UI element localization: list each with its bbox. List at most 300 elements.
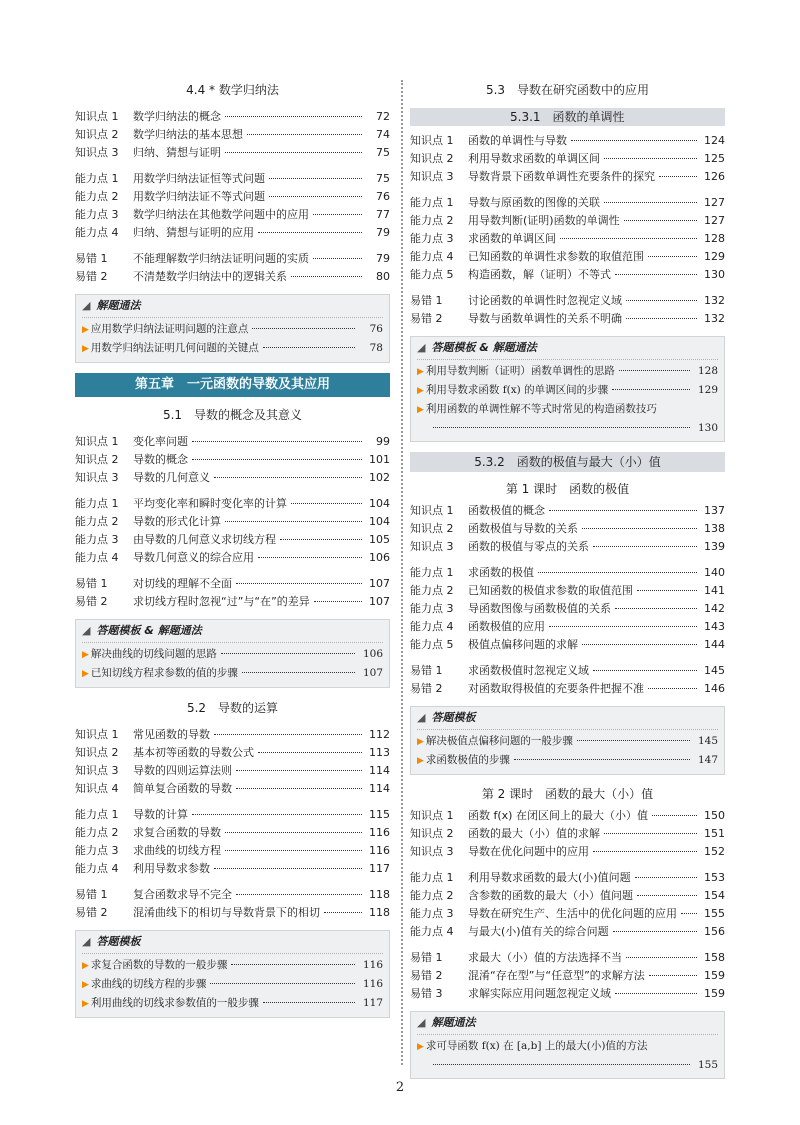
box-items [417, 362, 718, 400]
entry-page: 104 [369, 515, 390, 528]
entry-kind: 知识点 3 [410, 845, 454, 858]
entry-title: 平均变化率和瞬时变化率的计算 [133, 497, 287, 510]
box-entry-page: 155 [697, 1059, 718, 1071]
template-method-box [75, 619, 390, 688]
toc-group [410, 132, 725, 186]
dot-leader [648, 256, 697, 257]
toc-entry[interactable] [410, 618, 725, 636]
box-entry-title: 求复合函数的导数的一般步骤 [90, 959, 228, 971]
dot-leader [549, 510, 697, 511]
toc-entry[interactable] [410, 869, 725, 887]
dot-leader [681, 913, 697, 914]
toc-entry[interactable] [410, 582, 725, 600]
entry-kind: 知识点 2 [410, 522, 454, 535]
box-entry[interactable] [82, 320, 383, 339]
dot-leader [236, 770, 362, 771]
page-number: 2 [395, 1080, 405, 1095]
toc-group [75, 433, 390, 487]
entry-title: 导数的概念 [133, 453, 188, 466]
entry-page: 115 [369, 808, 390, 821]
entry-title: 求解实际应用问题忽视定义域 [468, 987, 611, 1000]
box-entry[interactable] [82, 975, 383, 994]
box-title: ◢ 解题通法 [82, 295, 383, 318]
dot-leader [626, 957, 697, 958]
toc-entry[interactable] [410, 662, 725, 680]
bullet-arrow-icon: ▶ [82, 999, 89, 1009]
entry-title: 含参数的函数的最大（小）值问题 [468, 889, 633, 902]
toc-entry[interactable] [410, 520, 725, 538]
entry-page: 124 [704, 134, 725, 147]
entry-title: 导数的四则运算法则 [133, 764, 232, 777]
entry-title: 讨论函数的单调性时忽视定义域 [468, 294, 622, 307]
entry-title: 已知函数的极值求参数的取值范围 [468, 584, 633, 597]
toc-entry[interactable] [75, 495, 390, 513]
box-entry[interactable] [82, 339, 383, 358]
box-entry[interactable] [417, 732, 718, 751]
toc-left-column [75, 80, 390, 1028]
toc-entry[interactable] [410, 564, 725, 582]
toc-entry[interactable] [75, 531, 390, 549]
entry-kind: 易错 2 [410, 312, 443, 325]
dot-leader [313, 258, 362, 259]
entry-kind: 能力点 5 [410, 638, 454, 651]
entry-title: 变化率问题 [133, 435, 188, 448]
toc-entry[interactable] [410, 266, 725, 284]
dot-leader [577, 740, 690, 741]
dot-leader [514, 759, 690, 760]
dot-leader [291, 503, 362, 504]
entry-kind: 易错 2 [410, 969, 443, 982]
dot-leader [252, 328, 355, 329]
entry-page: 107 [369, 577, 390, 590]
entry-page: 151 [704, 827, 725, 840]
entry-title: 求切线方程时忽视“过”与“在”的差异 [133, 595, 310, 608]
entry-title: 数学归纳法在其他数学问题中的应用 [133, 208, 309, 221]
toc-entry[interactable] [410, 680, 725, 698]
box-title: ◢ 答题模板 [417, 707, 718, 730]
box-entry-title: 求函数极值的步骤 [425, 754, 510, 766]
entry-title: 导数的计算 [133, 808, 188, 821]
entry-page: 127 [704, 214, 725, 227]
toc-group [75, 806, 390, 878]
entry-kind: 知识点 2 [75, 746, 119, 759]
entry-kind: 知识点 1 [75, 435, 119, 448]
toc-entry[interactable] [75, 126, 390, 144]
entry-kind: 知识点 3 [75, 764, 119, 777]
entry-title: 简单复合函数的导数 [133, 782, 232, 795]
box-entry-page: 128 [697, 365, 718, 377]
dot-leader [225, 832, 362, 833]
dot-leader [615, 993, 697, 994]
dot-leader [571, 140, 697, 141]
dot-leader [624, 220, 697, 221]
entry-page: 132 [704, 312, 725, 325]
box-title: ◢ 答题模板 & 解题通法 [417, 337, 718, 360]
toc-entry[interactable] [410, 230, 725, 248]
dot-leader [225, 521, 362, 522]
entry-kind: 易错 1 [75, 252, 108, 265]
entry-kind: 知识点 2 [410, 827, 454, 840]
entry-title: 利用导数求参数 [133, 862, 210, 875]
box-items [82, 645, 383, 683]
entry-kind: 知识点 1 [410, 504, 454, 517]
dot-leader [612, 389, 690, 390]
box-entry[interactable] [82, 645, 383, 664]
bullet-arrow-icon: ▶ [417, 756, 424, 766]
box-entry[interactable] [417, 362, 718, 381]
entry-page: 75 [376, 172, 390, 185]
entry-title: 利用导数求函数的最大(小)值问题 [468, 871, 631, 884]
toc-entry[interactable] [75, 860, 390, 878]
toc-group [75, 495, 390, 567]
box-entry[interactable] [417, 381, 718, 400]
bullet-arrow-icon: ▶ [417, 367, 424, 377]
dot-leader [214, 868, 362, 869]
chapter-title-5: 第五章 一元函数的导数及其应用 [75, 373, 390, 397]
toc-group [410, 194, 725, 284]
dot-leader [637, 895, 697, 896]
entry-page: 143 [704, 620, 725, 633]
bullet-arrow-icon: ▶ [82, 344, 89, 354]
entry-title: 导数在研究生产、生活中的优化问题的应用 [468, 907, 677, 920]
entry-kind: 能力点 2 [410, 214, 454, 227]
entry-title: 导数的几何意义 [133, 471, 210, 484]
toc-entry[interactable] [75, 469, 390, 487]
toc-entry[interactable] [410, 212, 725, 230]
toc-entry[interactable] [75, 806, 390, 824]
entry-kind: 能力点 3 [75, 844, 119, 857]
entry-kind: 易错 1 [75, 888, 108, 901]
entry-page: 142 [704, 602, 725, 615]
entry-title: 求函数的极值 [468, 566, 534, 579]
entry-kind: 易错 2 [75, 270, 108, 283]
entry-kind: 能力点 3 [410, 602, 454, 615]
entry-title: 对切线的理解不全面 [133, 577, 232, 590]
toc-group [410, 949, 725, 1003]
toc-entry[interactable] [410, 310, 725, 328]
toc-entry[interactable] [410, 636, 725, 654]
triangle-icon: ◢ [82, 299, 91, 312]
template-box [410, 706, 725, 775]
entry-kind: 能力点 3 [75, 208, 119, 221]
dot-leader [258, 557, 362, 558]
dot-leader [582, 528, 697, 529]
entry-kind: 易错 2 [410, 682, 443, 695]
entry-page: 145 [704, 664, 725, 677]
triangle-icon: ◢ [82, 624, 91, 637]
box-entry-title: 求曲线的切线方程的步骤 [90, 978, 207, 990]
entry-page: 146 [704, 682, 725, 695]
entry-title: 构造函数，解（证明）不等式 [468, 268, 611, 281]
box-entry[interactable] [82, 664, 383, 683]
box-title: ◢ 答题模板 & 解题通法 [82, 620, 383, 643]
toc-right-column [410, 80, 725, 1089]
entry-page: 126 [704, 170, 725, 183]
toc-entry[interactable] [410, 600, 725, 618]
toc-entry[interactable] [410, 807, 725, 825]
entry-title: 导数在优化问题中的应用 [468, 845, 589, 858]
entry-kind: 能力点 4 [75, 226, 119, 239]
entry-kind: 能力点 4 [410, 925, 454, 938]
entry-kind: 能力点 2 [410, 889, 454, 902]
dot-leader [626, 318, 697, 319]
dot-leader [221, 653, 355, 654]
entry-title: 函数极值的概念 [468, 504, 545, 517]
toc-entry[interactable] [410, 843, 725, 861]
entry-page: 99 [376, 435, 390, 448]
dot-leader [263, 347, 355, 348]
dot-leader [214, 734, 362, 735]
toc-entry[interactable] [410, 967, 725, 985]
box-entry-page: 129 [697, 384, 718, 396]
dot-leader [258, 752, 362, 753]
entry-page: 154 [704, 889, 725, 902]
toc-entry[interactable] [75, 268, 390, 286]
toc-entry[interactable] [75, 904, 390, 922]
entry-title: 由导数的几何意义求切线方程 [133, 533, 276, 546]
toc-entry[interactable] [75, 513, 390, 531]
box-entry[interactable] [82, 956, 383, 975]
entry-page: 139 [704, 540, 725, 553]
entry-page: 112 [369, 728, 390, 741]
toc-entry[interactable] [410, 194, 725, 212]
entry-kind: 能力点 3 [75, 533, 119, 546]
toc-group [75, 575, 390, 611]
entry-kind: 易错 2 [75, 595, 108, 608]
box-entry-page: 117 [362, 997, 383, 1009]
box-entry-page: 76 [369, 323, 383, 335]
template-box [75, 930, 390, 1018]
section-title-4-4: 4.4 * 数学归纳法 [186, 83, 279, 97]
section-title-5-3: 5.3 导数在研究函数中的应用 [485, 83, 650, 97]
box-items [82, 956, 383, 1013]
toc-entry[interactable] [410, 132, 725, 150]
toc-entry[interactable] [410, 923, 725, 941]
toc-entry[interactable] [410, 949, 725, 967]
dot-leader [247, 134, 362, 135]
toc-group [75, 886, 390, 922]
entry-kind: 能力点 1 [410, 871, 454, 884]
entry-kind: 能力点 4 [75, 862, 119, 875]
dot-leader [263, 1002, 355, 1003]
dot-leader [593, 851, 697, 852]
dot-leader [615, 274, 697, 275]
toc-entry[interactable] [410, 248, 725, 266]
section-title-5-1: 5.1 导数的概念及其意义 [162, 408, 303, 422]
entry-kind: 知识点 3 [75, 146, 119, 159]
entry-kind: 能力点 1 [410, 196, 454, 209]
toc-entry[interactable] [75, 824, 390, 842]
toc-group [75, 250, 390, 286]
entry-page: 138 [704, 522, 725, 535]
toc-entry[interactable] [75, 188, 390, 206]
entry-kind: 能力点 4 [410, 250, 454, 263]
toc-entry[interactable] [75, 108, 390, 126]
method-box [75, 294, 390, 363]
toc-entry[interactable] [75, 744, 390, 762]
entry-page: 79 [376, 252, 390, 265]
entry-title: 函数的单调性与导数 [468, 134, 567, 147]
entry-title: 用数学归纳法证恒等式问题 [133, 172, 265, 185]
entry-title: 求复合函数的导数 [133, 826, 221, 839]
entry-title: 极值点偏移问题的求解 [468, 638, 578, 651]
toc-entry[interactable] [75, 726, 390, 744]
toc-group [75, 170, 390, 242]
dot-leader [637, 590, 697, 591]
toc-group [410, 564, 725, 654]
box-entry-title: 解决曲线的切线问题的思路 [90, 648, 217, 660]
entry-kind: 能力点 1 [410, 566, 454, 579]
toc-entry[interactable] [75, 433, 390, 451]
dot-leader [269, 196, 362, 197]
entry-title: 函数的最大（小）值的求解 [468, 827, 600, 840]
toc-entry[interactable] [75, 250, 390, 268]
entry-title: 复合函数求导不完全 [133, 888, 232, 901]
toc-entry[interactable] [410, 292, 725, 310]
entry-page: 118 [369, 906, 390, 919]
triangle-icon: ◢ [82, 935, 91, 948]
dot-leader [652, 815, 697, 816]
dot-leader [192, 459, 362, 460]
toc-entry[interactable] [410, 538, 725, 556]
toc-entry[interactable] [410, 502, 725, 520]
toc-entry[interactable] [75, 170, 390, 188]
entry-page: 74 [376, 128, 390, 141]
dot-leader [433, 1064, 690, 1065]
box-entry[interactable] [417, 1037, 718, 1056]
dot-leader [242, 672, 355, 673]
toc-entry[interactable] [75, 549, 390, 567]
dot-leader [269, 178, 362, 179]
entry-kind: 知识点 4 [75, 782, 119, 795]
toc-entry[interactable] [75, 451, 390, 469]
toc-entry[interactable] [410, 887, 725, 905]
entry-kind: 能力点 1 [75, 808, 119, 821]
dot-leader [604, 833, 697, 834]
section-title-5-2: 5.2 导数的运算 [186, 701, 279, 715]
entry-kind: 易错 2 [75, 906, 108, 919]
entry-kind: 能力点 5 [410, 268, 454, 281]
entry-page: 130 [704, 268, 725, 281]
entry-kind: 知识点 1 [410, 809, 454, 822]
entry-title: 数学归纳法的基本思想 [133, 128, 243, 141]
box-entry-title: 利用导数求函数 f(x) 的单调区间的步骤 [425, 384, 609, 396]
entry-page: 129 [704, 250, 725, 263]
entry-page: 158 [704, 951, 725, 964]
entry-title: 利用导数求函数的单调区间 [468, 152, 600, 165]
entry-title: 用数学归纳法证不等式问题 [133, 190, 265, 203]
entry-title: 函数极值与导数的关系 [468, 522, 578, 535]
toc-entry[interactable] [75, 886, 390, 904]
entry-title: 基本初等函数的导数公式 [133, 746, 254, 759]
toc-entry[interactable] [75, 780, 390, 798]
box-item-wrapped [417, 1037, 718, 1074]
dot-leader [280, 539, 362, 540]
entry-page: 114 [369, 764, 390, 777]
entry-page: 152 [704, 845, 725, 858]
dot-leader [604, 202, 697, 203]
entry-title: 求曲线的切线方程 [133, 844, 221, 857]
entry-title: 混淆曲线下的相切与导数背景下的相切 [133, 906, 320, 919]
entry-page: 116 [369, 844, 390, 857]
entry-kind: 能力点 2 [75, 515, 119, 528]
entry-page: 127 [704, 196, 725, 209]
box-entry[interactable] [417, 751, 718, 770]
entry-page: 155 [704, 907, 725, 920]
toc-entry[interactable] [410, 150, 725, 168]
box-entry-page: 116 [362, 978, 383, 990]
lesson-title-2: 第 2 课时 函数的最大（小）值 [481, 787, 654, 801]
dot-leader [192, 814, 362, 815]
toc-entry[interactable] [410, 825, 725, 843]
box-entry[interactable] [417, 400, 718, 419]
toc-entry[interactable] [410, 905, 725, 923]
box-entry[interactable] [82, 994, 383, 1013]
entry-page: 150 [704, 809, 725, 822]
dot-leader [593, 546, 697, 547]
entry-title: 导函数图像与函数极值的关系 [468, 602, 611, 615]
dot-leader [648, 688, 697, 689]
toc-entry[interactable] [75, 575, 390, 593]
box-entry-page: 130 [697, 422, 718, 434]
entry-kind: 易错 3 [410, 987, 443, 1000]
toc-group [410, 502, 725, 556]
entry-title: 归纳、猜想与证明 [133, 146, 221, 159]
entry-title: 函数的极值与零点的关系 [468, 540, 589, 553]
entry-page: 72 [376, 110, 390, 123]
toc-entry[interactable] [410, 985, 725, 1003]
entry-title: 已知函数的单调性求参数的取值范围 [468, 250, 644, 263]
toc-entry[interactable] [75, 842, 390, 860]
toc-group [410, 292, 725, 328]
box-entry-page: 147 [697, 754, 718, 766]
dot-leader [313, 214, 362, 215]
entry-kind: 知识点 1 [410, 134, 454, 147]
dot-leader [659, 176, 697, 177]
entry-page: 153 [704, 871, 725, 884]
box-entry-continuation [417, 419, 718, 437]
entry-kind: 易错 1 [410, 951, 443, 964]
box-item-wrapped [417, 400, 718, 437]
entry-page: 107 [369, 595, 390, 608]
entry-title: 归纳、猜想与证明的应用 [133, 226, 254, 239]
entry-kind: 能力点 4 [75, 551, 119, 564]
triangle-icon: ◢ [417, 1016, 426, 1029]
toc-entry[interactable] [75, 224, 390, 242]
dot-leader [324, 912, 362, 913]
dot-leader [225, 116, 362, 117]
box-entry-title: 已知切线方程求参数的值的步骤 [90, 667, 238, 679]
entry-title: 不清楚数学归纳法中的逻辑关系 [133, 270, 287, 283]
dot-leader [649, 975, 697, 976]
toc-entry[interactable] [410, 168, 725, 186]
dot-leader [236, 788, 362, 789]
entry-page: 113 [369, 746, 390, 759]
entry-page: 80 [376, 270, 390, 283]
entry-kind: 易错 1 [410, 664, 443, 677]
entry-page: 76 [376, 190, 390, 203]
toc-entry[interactable] [75, 593, 390, 611]
entry-page: 101 [369, 453, 390, 466]
entry-kind: 知识点 3 [410, 170, 454, 183]
toc-entry[interactable] [75, 144, 390, 162]
toc-entry[interactable] [75, 762, 390, 780]
entry-kind: 易错 1 [75, 577, 108, 590]
toc-entry[interactable] [75, 206, 390, 224]
dot-leader [582, 644, 697, 645]
entry-kind: 知识点 1 [75, 110, 119, 123]
entry-title: 求最大（小）值的方法选择不当 [468, 951, 622, 964]
